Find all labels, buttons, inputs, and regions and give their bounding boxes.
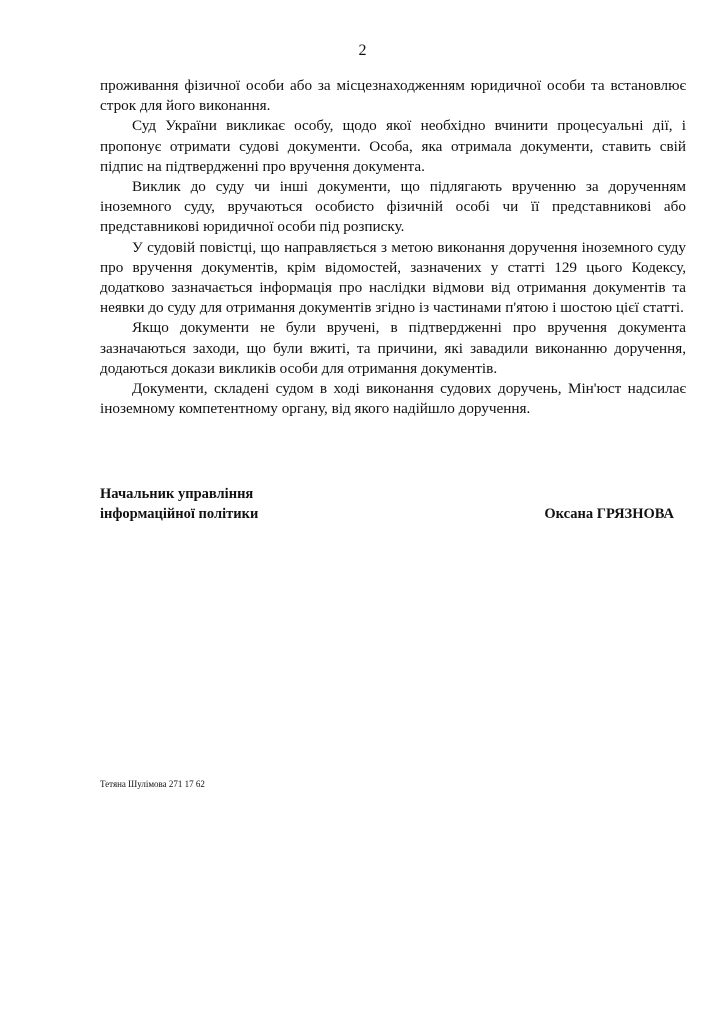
signatory-position-line1: Начальник управління (100, 486, 254, 502)
signatory-position (100, 484, 400, 524)
page-number: 2 (358, 42, 367, 59)
paragraph: Якщо документи не були вручені, в підтвердженні про вручення документа зазначаються заходи, що були вжиті, та причини, які завадили виконанню доручення, додаються докази викликів особи для отримання документів. (100, 319, 686, 377)
paragraph: У судовій повістці, що направляється з метою виконання доручення іноземного суду про вручення документів, крім відомостей, зазначених у статті 129 цього Кодексу, додатково зазначається інформація про наслідки відмови від отримання документів та неявки до суду для отримання документів згідно із частинами п'ятою і шостою цієї статті. (100, 238, 686, 317)
signatory-position-line2: інформаційної політики (100, 506, 259, 522)
paragraph: Документи, складені судом в ході виконання судових доручень, Мін'юст надсилає іноземному компетентному органу, від якого надійшло доручення. (100, 380, 686, 418)
executor-contact: Тетяна Шулімова 271 17 62 (100, 779, 205, 789)
paragraph: Виклик до суду чи інші документи, що підлягають врученню за дорученням іноземного суду, вручаються особисто фізичній особі чи її представникові або представникові юридичної особи під розписку. (100, 178, 686, 236)
paragraph: Суд України викликає особу, щодо якої необхідно вчинити процесуальні дії, і пропонує отримати судові документи. Особа, яка отримала документи, ставить свій підпис на підтвердженні про вручення документа. (100, 117, 686, 175)
paragraph-continuation: проживання фізичної особи або за місцезнаходженням юридичної особи та встановлює строк для його виконання. (100, 77, 686, 115)
signatory-name: Оксана ГРЯЗНОВА (544, 506, 674, 522)
document-body (100, 76, 686, 419)
